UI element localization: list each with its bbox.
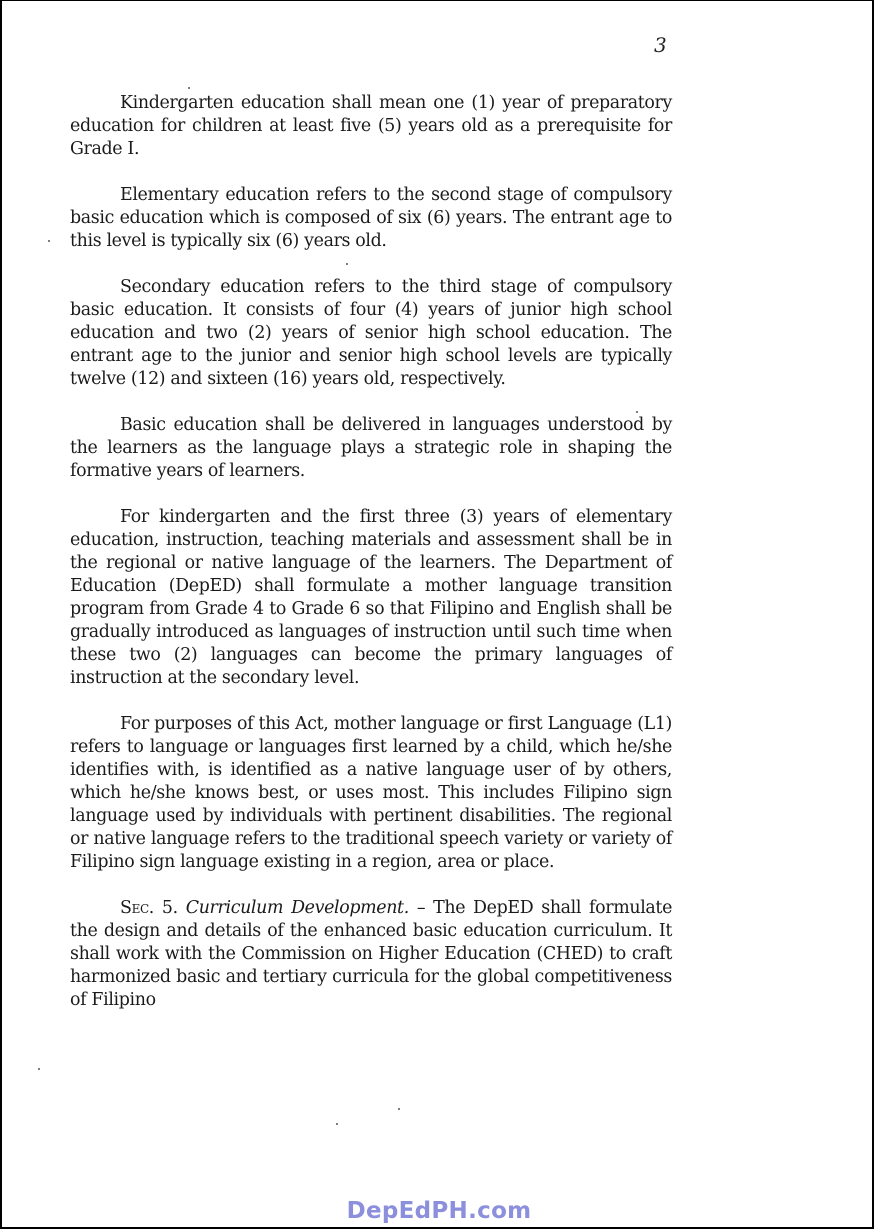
section-label: Sec. 5. [120,898,178,918]
scan-speck [346,263,348,265]
watermark-link[interactable]: DepEdPH.com [346,1198,532,1224]
scan-speck [38,1068,40,1070]
section-dash: – [408,898,434,918]
scan-speck [398,1108,400,1110]
scan-speck [188,87,190,89]
section-5-curriculum-development [70,897,672,1012]
paragraph-language-delivery: Basic education shall be delivered in languages understood by the learners as the language plays a strategic role in shaping the formative years of learners. [70,415,672,481]
document-body [70,92,672,1035]
scan-speck [336,1123,338,1125]
paragraph-mother-language-definition: For purposes of this Act, mother language or first Language (L1) refers to language or languages first learned by a child, which he/she identifies with, is identified as a native language user of by others, which he/she knows best, or uses most. This includes Filipino sign language used by individuals with pertinent disabilities. The regional or native language refers to the traditional speech variety or variety of Filipino sign language existing in a region, area or place. [70,714,672,872]
paragraph-elementary: Elementary education refers to the second stage of compulsory basic education which is composed of six (6) years. The entrant age to this level is typically six (6) years old. [70,185,672,251]
page-number: 3 [654,33,667,57]
paragraph-mother-tongue-instruction: For kindergarten and the first three (3) years of elementary education, instruction, teaching materials and assessment shall be in the regional or native language of the learners. The Department of Education (DepED) shall formulate a mother language transition program from Grade 4 to Grade 6 so that Filipino and English shall be gradually introduced as languages of instruction until such time when these two (2) languages can become the primary languages of instruction at the secondary level. [70,507,672,688]
section-title: Curriculum Development. [185,898,409,918]
paragraph-secondary: Secondary education refers to the third stage of compulsory basic education. It consists of four (4) years of junior high school education and two (2) years of senior high school education. The entrant age to the junior and senior high school levels are typically twelve (12) and sixteen (16) years old, respectively. [70,277,672,389]
scan-speck [636,411,638,413]
section-text: The DepED shall formulate the design and details of the enhanced basic education curriculum. It shall work with the Commission on Higher Education (CHED) to craft harmonized basic and tertiary curricula for the global competitiveness of Filipino [70,898,673,1010]
scan-speck [48,240,50,242]
paragraph-kindergarten: Kindergarten education shall mean one (1) year of preparatory education for children at least five (5) years old as a prerequisite for Grade I. [70,93,672,159]
